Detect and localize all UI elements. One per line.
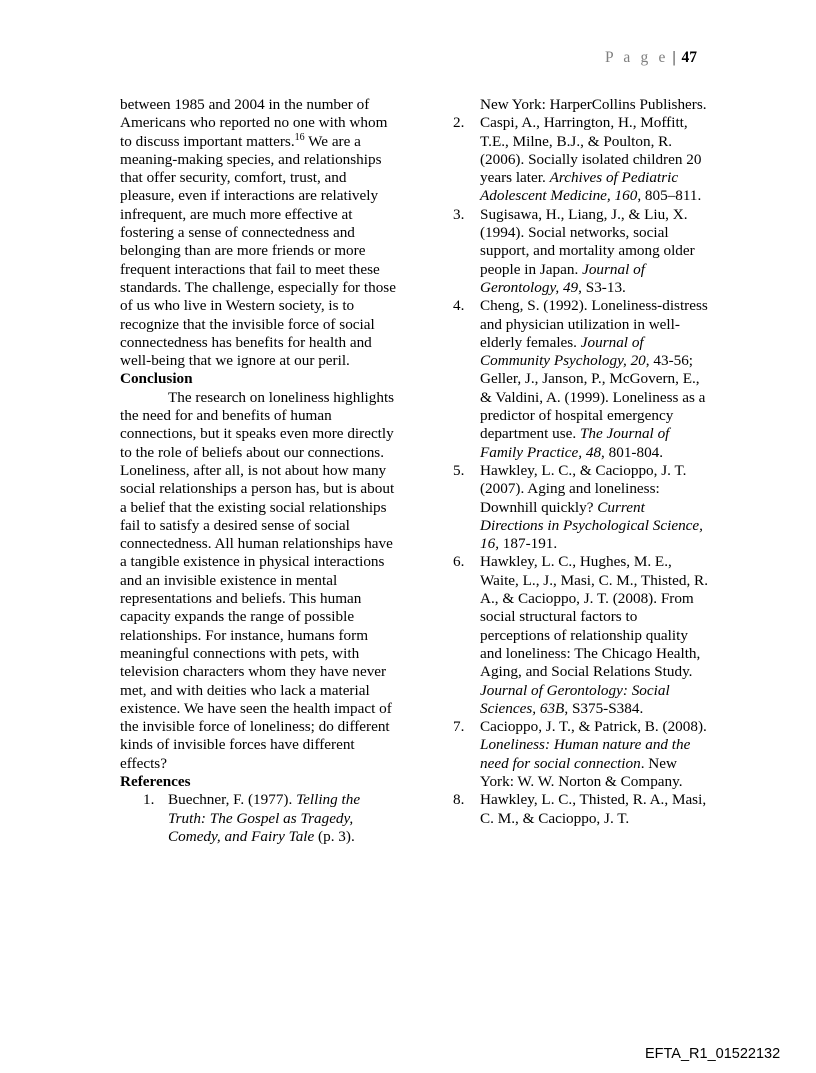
reference-item: 1. Buechner, F. (1977). Telling the Truth: The Gospel as Tragedy, Comedy, and Fairy Tale (p. 3). <box>143 791 361 845</box>
conclusion-heading: Conclusion <box>120 370 193 388</box>
page-header <box>605 49 697 67</box>
page-number: 47 <box>681 49 697 66</box>
document-id: EFTA_R1_01522132 <box>645 1046 781 1062</box>
reference-item: 6. Hawkley, L. C., Hughes, M. E., Waite, L., J., Masi, C. M., Thisted, R. A., & Cacioppo, J. T. (2008). From social structural factors to perceptions of relationship quality and loneliness: The Chicago Health, Aging, and Social Relations Study. Journal of Gerontology: Social Sciences, 63B, S375-S384. <box>453 553 708 717</box>
body-paragraph: between 1985 and 2004 in the number of Americans who reported no one with whom to discuss important matters.$^{16}$ We are a meaning-making species, and relationships that offer security, comfort, trust, and pleasure, even if interactions are relatively infrequent, are much more effective at fostering a sense of connectedness and belonging than are more friends or more frequent interactions that fail to meet these standards. The challenge, especially for those of us who live in Western society, is to recognize that the invisible force of social connectedness has benefits for health and well-being that we ignore at our peril. <box>120 96 396 370</box>
left-column <box>120 96 396 846</box>
reference-continuation: New York: HarperCollins Publishers. <box>480 96 707 113</box>
reference-item: 4. Cheng, S. (1992). Loneliness-distress and physician utilization in well-elderly females. Journal of Community Psychology, 20, 43-56; Geller, J., Janson, P., McGovern, E., & Valdini, A. (1999). Loneliness as a predictor of hospital emergency department use. The Journal of Family Practice, 48, 801-804. <box>453 297 708 461</box>
references-heading: References <box>120 772 191 790</box>
page-label: P a g e <box>605 49 669 66</box>
reference-item: 2. Caspi, A., Harrington, H., Moffitt, T.E., Milne, B.J., & Poulton, R. (2006). Socially isolated children 20 years later. Archives of Pediatric Adolescent Medicine, 160, 805–811. <box>453 114 702 205</box>
reference-item: 7. Cacioppo, J. T., & Patrick, B. (2008). Loneliness: Human nature and the need for social connection. New York: W. W. Norton & Company. <box>453 718 707 790</box>
reference-item: 3. Sugisawa, H., Liang, J., & Liu, X. (1994). Social networks, social support, and mortality among older people in Japan. Journal of Gerontology, 49, S3-13. <box>453 205 695 296</box>
right-column <box>453 96 711 828</box>
footnote-marker: 16 <box>294 131 305 143</box>
conclusion-paragraph: The research on loneliness highlights the need for and benefits of human connections, but it speaks even more directly to the role of beliefs about our connections. Loneliness, after all, is not about how many social relationships a person has, but is about a belief that the existing social relationships fail to satisfy a desired sense of social connectedness. All human relationships have a tangible existence in physical interactions and an invisible existence in mental representations and beliefs. This human capacity expands the range of possible relationships. For instance, humans form meaningful connections with pets, with television characters whom they have never met, and with deities who lack a material existence. We have seen the health impact of the invisible force of loneliness; do different kinds of invisible forces have different effects? <box>120 388 395 772</box>
reference-item: 5. Hawkley, L. C., & Cacioppo, J. T. (2007). Aging and loneliness: Downhill quickly? Current Directions in Psychological Science, 16, 187-191. <box>453 461 703 553</box>
page-separator: | <box>672 49 676 66</box>
reference-item: 8. Hawkley, L. C., Thisted, R. A., Masi, C. M., & Cacioppo, J. T. <box>453 791 707 827</box>
